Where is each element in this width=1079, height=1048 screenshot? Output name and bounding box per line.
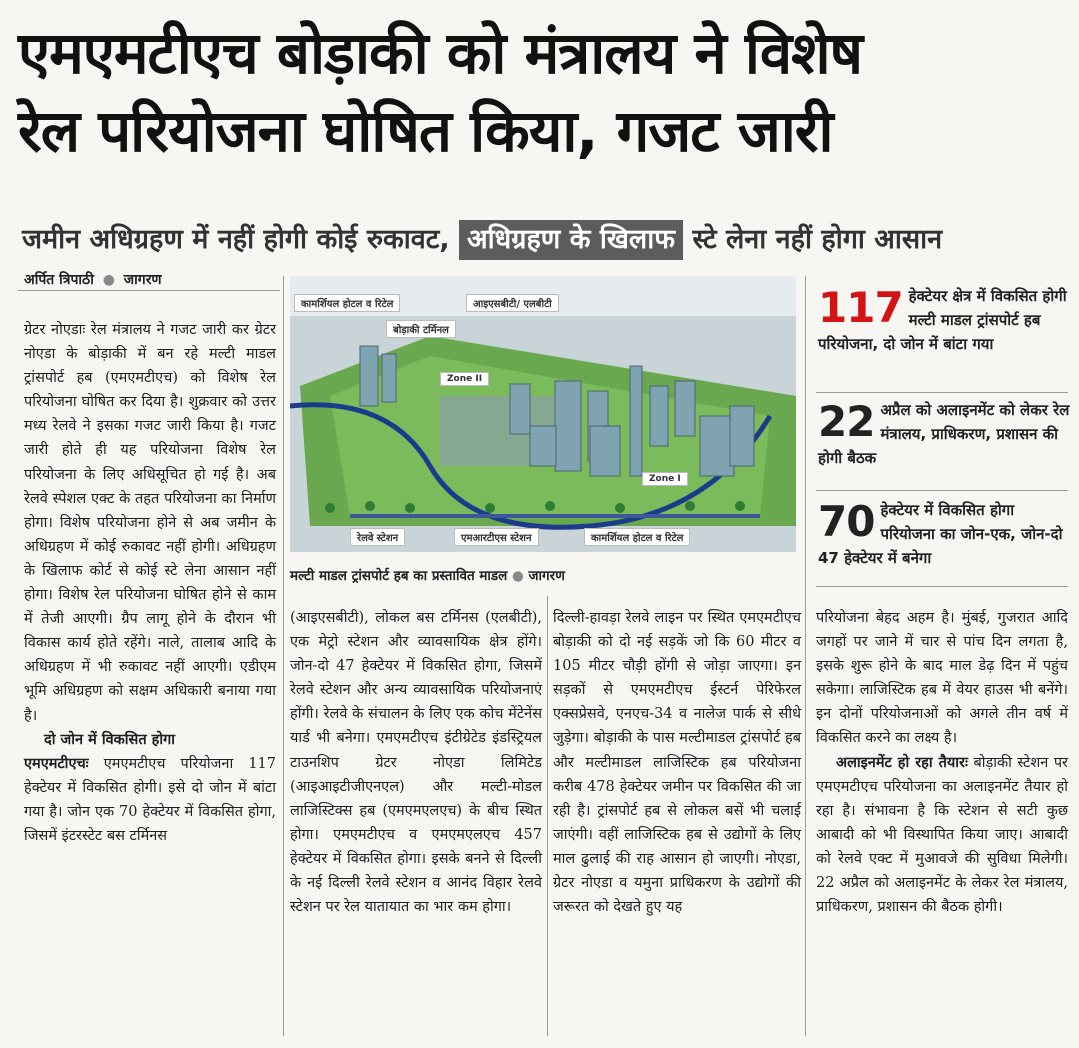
bullet-icon: ● bbox=[512, 568, 524, 584]
stat-divider bbox=[816, 490, 1068, 491]
article-paragraph: परियोजना बेहद अहम है। मुंबई, गुजरात आदि जगहों पर जाने में चार से पांच दिन लगता है, इसके शुरू होने के बाद माल डेढ़ दिन में पहुंच सकेगा। लाजिस्टिक हब में वेयर हाउस भी बनेंगे। इन दोनों परियोजनाओं को अगले तीन वर्ष में विकसित करने का लक्ष्य है। bbox=[816, 610, 1068, 747]
stat-number: 70 bbox=[818, 497, 875, 546]
article-paragraph: दिल्ली-हावड़ा रेलवे लाइन पर स्थित एमएमटीएच बोड़ाकी को दो नई सड़कें जो कि 60 मीटर व 105 मीटर चौड़ी होंगी से जोड़ा जाएगा। इन सड़कों से एमएमटीएच ईस्टर्न पेरिफेरल एक्सप्रेसवे, एनएच-34 व नालेज पार्क से सीधे जुड़ेगा। बोड़ाकी के पास मल्टीमाडल ट्रांसपोर्ट हब और मल्टीमाडल लाजिस्टिक हब परियोजना करीब 478 हेक्टेयर जमीन पर विकसित की जा रही है। ट्रांसपोर्ट हब से लोकल बसें भी चलाई जाएंगी। वहीं लाजिस्टिक हब से उद्योगों के लिए माल ढुलाई की राह आसान हो जाएगी। नोएडा, ग्रेटर नोएडा व यमुना प्राधिकरण के उद्योगों की जरूरत को देखते हुए यह bbox=[553, 610, 801, 916]
photo-label: एमआरटीएस स्टेशन bbox=[454, 528, 539, 546]
photo-caption bbox=[290, 566, 565, 584]
subheadline bbox=[22, 218, 1062, 262]
photo-label: कामर्शियल होटल व रिटेल bbox=[294, 294, 400, 312]
article-subhead: दो जोन में विकसित होगा bbox=[44, 731, 176, 748]
subheadline-part-2: स्टे लेना नहीं होगा आसान bbox=[692, 224, 943, 255]
article-paragraph: (आइएसबीटी), लोकल बस टर्मिनस (एलबीटी), एक मेट्रो स्टेशन और व्यावसायिक क्षेत्र होंगे। जोन-दो 47 हेक्टेयर में विकसित होगा, जिसमें रेलवे स्टेशन और अन्य व्यावसायिक परियोजनाएं होंगी। रेलवे के संचालन के लिए एक कोच मेंटेनेंस यार्ड भी बनेगा। एमएमटीएच इंटीग्रेटेड इंडस्ट्रियल टाउनशिप ग्रेटर नोएडा लिमिटेड (आइआइटीजीएनएल) और मल्टी-मोडल लाजिस्टिक्स हब (एमएमएलएच) के बीच स्थित होगा। एमएमटीएच व एमएमएलएच 457 हेक्टेयर में विकसित होगा। इसके बनने से दिल्ली के नई दिल्ली रेलवे स्टेशन व आनंद विहार रेलवे स्टेशन पर रेल यातायात का भार कम होगा। bbox=[290, 610, 542, 916]
stat-divider bbox=[816, 392, 1068, 393]
caption-text: मल्टी माडल ट्रांसपोर्ट हब का प्रस्तावित माडल bbox=[290, 568, 508, 584]
article-column-2 bbox=[290, 606, 542, 919]
article-paragraph bbox=[816, 751, 1068, 920]
subheadline-part-1: जमीन अधिग्रहण में नहीं होगी कोई रुकावट, bbox=[22, 224, 450, 255]
subheadline-highlight: अधिग्रहण के खिलाफ bbox=[459, 220, 683, 260]
photo-label: कामर्शियल होटल व रिटेल bbox=[584, 528, 690, 546]
bullet-icon: ● bbox=[102, 272, 115, 288]
headline bbox=[18, 14, 1063, 170]
column-divider bbox=[547, 596, 548, 1036]
byline-divider bbox=[18, 290, 280, 291]
byline bbox=[24, 270, 162, 289]
article-paragraph-text: एमएमटीएच परियोजना 117 हेक्टेयर में विकसित होगी। इसे दो जोन में बांटा गया है। जोन एक 70 हेक्टेयर में विकसित होगा, जिसमें इंटरस्टेट बस टर्मिनस bbox=[24, 755, 277, 844]
article-paragraph-text: बोड़ाकी स्टेशन पर एमएमटीएच परियोजना का अलाइनमेंट तैयार हो रहा है। संभावना है कि स्टेशन से सटी कुछ आबादी को भी विस्थापित किया जाए। आबादी को रेलवे एक्ट में मुआवजे की सुविधा मिलेगी। 22 अप्रैल को अलाइनमेंट के लेकर रेल मंत्रालय, प्राधिकरण, प्रशासन की बैठक होगी। bbox=[816, 754, 1068, 916]
photo-label: आइएसबीटी/ एलबीटी bbox=[466, 294, 559, 312]
caption-source: जागरण bbox=[528, 568, 565, 584]
photo-label: Zone II bbox=[440, 372, 489, 386]
column-divider bbox=[805, 276, 806, 1036]
column-divider bbox=[283, 276, 284, 1036]
photo-label: बोड़ाकी टर्मिनल bbox=[386, 320, 456, 338]
article-lead: एमएमटीएचः bbox=[24, 755, 89, 772]
headline-line-1: एमएमटीएच बोड़ाकी को मंत्रालय ने विशेष bbox=[18, 19, 863, 87]
photo-label: Zone I bbox=[642, 472, 688, 486]
byline-author: अर्पित त्रिपाठी bbox=[24, 272, 94, 288]
stat-box-2 bbox=[818, 398, 1070, 470]
stat-box-1 bbox=[818, 284, 1070, 356]
model-illustration bbox=[290, 276, 796, 552]
stat-box-3 bbox=[818, 498, 1070, 570]
headline-line-2: रेल परियोजना घोषित किया, गजट जारी bbox=[18, 97, 833, 165]
stat-text: हेक्टेयर क्षेत्र में विकसित होगी मल्टी माडल ट्रांसपोर्ट हब परियोजना, दो जोन में बांटा गया bbox=[818, 287, 1067, 353]
stat-divider bbox=[816, 586, 1068, 587]
article-subhead: अलाइनमेंट हो रहा तैयारः bbox=[836, 754, 968, 771]
article-column-3 bbox=[553, 606, 801, 919]
photo-label: रेलवे स्टेशन bbox=[350, 528, 405, 546]
project-model-photo bbox=[290, 276, 796, 552]
article-column-1 bbox=[24, 318, 276, 848]
stat-number: 22 bbox=[818, 397, 875, 446]
article-column-4 bbox=[816, 606, 1068, 919]
byline-source: जागरण bbox=[123, 272, 162, 288]
article-paragraph: ग्रेटर नोएडाः रेल मंत्रालय ने गजट जारी कर ग्रेटर नोएडा के बोड़ाकी में बन रहे मल्टी माडल ट्रांसपोर्ट हब (एमएमटीएच) को विशेष रेल परियोजना घोषित कर दिया है। शुक्रवार को उत्तर मध्य रेलवे ने इसका गजट जारी किया है। गजट जारी होते ही यह परियोजना विशेष रेल परियोजना के लिए अधिसूचित हो गई है। अब रेलवे स्पेशल एक्ट के तहत परियोजना का निर्माण होगा। विशेष परियोजना होने से अब जमीन के अधिग्रहण में कोई रुकावट नहीं होगी। अधिग्रहण के खिलाफ कोर्ट से कोई स्टे लेना आसान नहीं होगा। विशेष रेल परियोजना घोषित होने से काम में तेजी आएगी। ग्रैप लागू होने के दौरान भी विकास कार्य होते रहेंगे। नाले, तालाब आदि के अधिग्रहण में भी रुकावट नहीं आएगी। एडीएम भूमि अधिग्रहण को सक्षम अधिकारी बनाया गया है। bbox=[24, 322, 276, 724]
article-paragraph bbox=[24, 752, 276, 848]
stat-text: अप्रैल को अलाइनमेंट को लेकर रेल मंत्रालय, प्राधिकरण, प्रशासन की होगी बैठक bbox=[818, 401, 1070, 467]
stat-number: 117 bbox=[818, 283, 903, 332]
stat-text: हेक्टेयर में विकसित होगा परियोजना का जोन-एक, जोन-दो 47 हेक्टेयर में बनेगा bbox=[818, 501, 1063, 567]
